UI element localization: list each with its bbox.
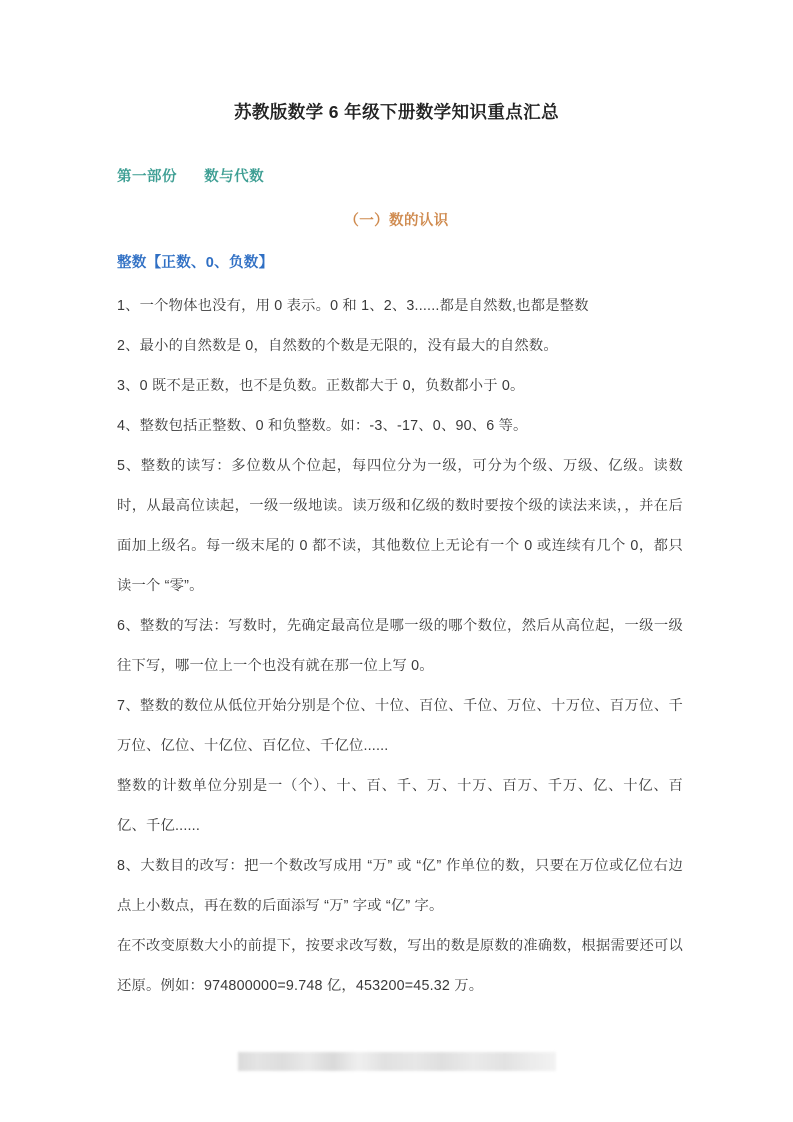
paragraph: 4、整数包括正整数、0 和负整数。如：-3、-17、0、90、6 等。 xyxy=(117,418,528,434)
paragraph: 3、0 既不是正数，也不是负数。正数都大于 0，负数都小于 0。 xyxy=(117,378,525,394)
paragraph: 整数的计数单位分别是一（个）、十、百、千、万、十万、百万、千万、亿、十亿、百亿、千亿...... xyxy=(117,778,683,834)
paragraph: 1、一个物体也没有，用 0 表示。0 和 1、2、3......都是自然数,也都是整数 xyxy=(117,298,589,314)
subsection-heading: 整数【正数、0、负数】 xyxy=(117,255,274,271)
page-title: 苏教版数学 6 年级下册数学知识重点汇总 xyxy=(234,102,559,122)
paragraph: 在不改变原数大小的前提下，按要求改写数，写出的数是原数的准确数，根据需要还可以还原。例如：974800000=9.748 亿，453200=45.32 万。 xyxy=(117,938,683,994)
paragraph: 7、整数的数位从低位开始分别是个位、十位、百位、千位、万位、十万位、百万位、千万位、亿位、十亿位、百亿位、千亿位...... xyxy=(117,698,683,754)
paragraph: 6、整数的写法：写数时，先确定最高位是哪一级的哪个数位，然后从高位起，一级一级往下写，哪一位上一个也没有就在那一位上写 0。 xyxy=(117,618,683,674)
paragraph: 8、大数目的改写：把一个数改写成用 “万” 或 “亿” 作单位的数，只要在万位或亿位右边点上小数点，再在数的后面添写 “万” 字或 “亿” 字。 xyxy=(117,858,683,914)
part-heading: 第一部份 数与代数 xyxy=(117,169,265,185)
section-heading: （一）数的认识 xyxy=(344,213,449,229)
redacted-watermark-bar xyxy=(238,1052,556,1071)
paragraph: 2、最小的自然数是 0，自然数的个数是无限的，没有最大的自然数。 xyxy=(117,338,558,354)
paragraph: 5、整数的读写：多位数从个位起，每四位分为一级，可分为个级、万级、亿级。读数时，从最高位读起，一级一级地读。读万级和亿级的数时要按个级的读法来读，，并在后面加上级名。每一级末尾的 0 都不读，其他数位上无论有一个 0 或连续有几个 0，都只读一个 “零”。 xyxy=(117,458,683,594)
body-content xyxy=(117,286,683,1006)
